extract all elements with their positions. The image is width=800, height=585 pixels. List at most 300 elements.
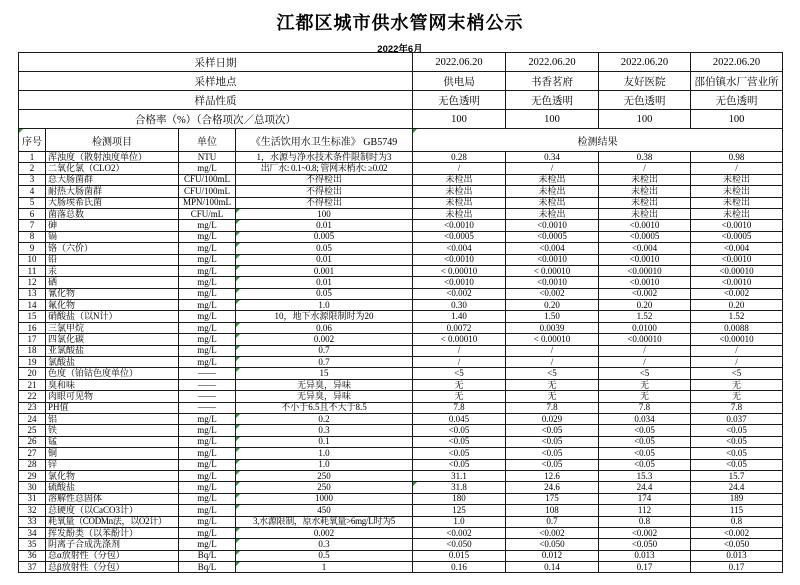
- cell-item: 汞: [46, 265, 179, 276]
- cell-result: <0.0010: [599, 220, 691, 231]
- cell-unit: ——: [179, 379, 236, 390]
- cell-result: 未检出: [691, 186, 783, 197]
- cell-item: 锰: [46, 436, 179, 447]
- cell-result: <0.0010: [413, 220, 506, 231]
- cell-result: /: [413, 163, 506, 174]
- info-value: 100: [413, 110, 506, 129]
- cell-unit: mg/L: [179, 436, 236, 447]
- cell-result: <0.05: [691, 448, 783, 459]
- cell-unit: mg/L: [179, 231, 236, 242]
- table-row: [19, 562, 783, 573]
- cell-item: 阴离子合成洗涤剂: [46, 539, 179, 550]
- cell-result: 未检出: [506, 197, 599, 208]
- cell-result: <0.05: [599, 448, 691, 459]
- cell-result: 1.50: [506, 311, 599, 322]
- cell-result: <0.00010: [691, 265, 783, 276]
- cell-result: <0.05: [506, 459, 599, 470]
- cell-standard: 不得检出: [236, 186, 413, 197]
- cell-standard: 0.005: [236, 231, 413, 242]
- cell-result: < 0.00010: [506, 265, 599, 276]
- cell-result: <0.00010: [599, 334, 691, 345]
- cell-result: <0.050: [599, 539, 691, 550]
- cell-index: 8: [19, 231, 46, 242]
- cell-result: <0.002: [599, 527, 691, 538]
- info-value: 2022.06.20: [506, 53, 599, 72]
- cell-result: <0.002: [599, 288, 691, 299]
- cell-unit: mg/L: [179, 539, 236, 550]
- cell-standard: 10，地下水源限制时为20: [236, 311, 413, 322]
- cell-result: /: [691, 163, 783, 174]
- cell-unit: mg/L: [179, 482, 236, 493]
- cell-result: 0.34: [506, 152, 599, 163]
- cell-item: 铜: [46, 448, 179, 459]
- cell-index: 17: [19, 334, 46, 345]
- cell-index: 2: [19, 163, 46, 174]
- cell-result: 0.17: [599, 562, 691, 573]
- cell-unit: mg/L: [179, 345, 236, 356]
- cell-index: 22: [19, 391, 46, 402]
- table-row: [19, 448, 783, 459]
- cell-standard: 3,水源限制，原水耗氧量>6mg/L时为5: [236, 516, 413, 527]
- table-row: [19, 357, 783, 368]
- cell-result: <0.050: [506, 539, 599, 550]
- cell-result: 0.015: [413, 550, 506, 561]
- cell-item: 氰化物: [46, 288, 179, 299]
- cell-result: <0.002: [413, 527, 506, 538]
- cell-index: 4: [19, 186, 46, 197]
- cell-item: 二氧化氯（CLO2）: [46, 163, 179, 174]
- cell-standard: 1，水源与净水技术条件限制时为3: [236, 152, 413, 163]
- cell-result: 1.0: [413, 516, 506, 527]
- cell-result: <0.05: [413, 425, 506, 436]
- info-row: [19, 72, 783, 91]
- cell-result: <0.05: [413, 448, 506, 459]
- table-row: [19, 516, 783, 527]
- info-value: 100: [691, 110, 783, 129]
- cell-result: <5: [599, 368, 691, 379]
- cell-standard: 出厂水: 0.1~0.8; 管网末梢水: ≥0.02: [236, 163, 413, 174]
- cell-standard: 1000: [236, 493, 413, 504]
- cell-result: <0.05: [599, 436, 691, 447]
- cell-standard: 0.01: [236, 254, 413, 265]
- table-row: [19, 482, 783, 493]
- cell-standard: 250: [236, 482, 413, 493]
- cell-result: <0.0005: [599, 231, 691, 242]
- cell-result: 未检出: [691, 174, 783, 185]
- cell-result: <0.0005: [691, 231, 783, 242]
- cell-unit: mg/L: [179, 288, 236, 299]
- cell-result: 31.1: [413, 470, 506, 481]
- info-value: 供电局: [413, 72, 506, 91]
- info-value: 无色透明: [506, 91, 599, 110]
- cell-item: 硒: [46, 277, 179, 288]
- table-row: [19, 311, 783, 322]
- cell-result: 175: [506, 493, 599, 504]
- cell-item: 浑浊度（散射浊度单位）: [46, 152, 179, 163]
- table-row: [19, 379, 783, 390]
- cell-result: 7.8: [599, 402, 691, 413]
- table-row: [19, 334, 783, 345]
- cell-result: <0.050: [691, 539, 783, 550]
- cell-index: 16: [19, 322, 46, 333]
- cell-item: 色度（铂钴色度单位）: [46, 368, 179, 379]
- table-row: [19, 300, 783, 311]
- cell-item: 氟化物: [46, 300, 179, 311]
- cell-result: 未检出: [413, 197, 506, 208]
- cell-result: 125: [413, 505, 506, 516]
- table-row: [19, 277, 783, 288]
- table-row: [19, 527, 783, 538]
- header-standard: 《生活饮用水卫生标准》 GB5749: [236, 129, 413, 152]
- cell-unit: mg/L: [179, 516, 236, 527]
- cell-item: 总大肠菌群: [46, 174, 179, 185]
- table-row: [19, 505, 783, 516]
- cell-standard: 15: [236, 368, 413, 379]
- cell-result: /: [413, 357, 506, 368]
- cell-standard: 0.002: [236, 334, 413, 345]
- cell-index: 7: [19, 220, 46, 231]
- cell-unit: mg/L: [179, 265, 236, 276]
- cell-result: <0.002: [506, 527, 599, 538]
- table-row: [19, 152, 783, 163]
- cell-unit: MPN/100mL: [179, 197, 236, 208]
- cell-index: 1: [19, 152, 46, 163]
- cell-result: /: [506, 345, 599, 356]
- cell-result: <0.0010: [599, 254, 691, 265]
- cell-unit: mg/L: [179, 311, 236, 322]
- cell-unit: NTU: [179, 152, 236, 163]
- info-value: 无色透明: [599, 91, 691, 110]
- cell-result: 0.8: [599, 516, 691, 527]
- cell-index: 9: [19, 243, 46, 254]
- cell-item: 总硬度（以CaCO3计）: [46, 505, 179, 516]
- cell-result: 189: [691, 493, 783, 504]
- cell-result: /: [691, 357, 783, 368]
- cell-standard: 无异臭，异味: [236, 391, 413, 402]
- cell-result: 未检出: [599, 208, 691, 219]
- cell-standard: 0.7: [236, 345, 413, 356]
- cell-standard: 0.01: [236, 277, 413, 288]
- table-row: [19, 436, 783, 447]
- cell-result: 0.0039: [506, 322, 599, 333]
- cell-result: 0.045: [413, 413, 506, 424]
- cell-result: 无: [413, 379, 506, 390]
- cell-result: 未检出: [413, 174, 506, 185]
- cell-unit: mg/L: [179, 277, 236, 288]
- cell-result: <0.002: [506, 288, 599, 299]
- cell-result: 0.029: [506, 413, 599, 424]
- cell-result: <0.0010: [506, 254, 599, 265]
- cell-item: 总α放射性（分包）: [46, 550, 179, 561]
- cell-item: 镉: [46, 231, 179, 242]
- cell-result: <0.05: [691, 436, 783, 447]
- cell-index: 34: [19, 527, 46, 538]
- info-row: [19, 110, 783, 129]
- cell-standard: 0.05: [236, 243, 413, 254]
- cell-unit: ——: [179, 391, 236, 402]
- cell-result: <5: [691, 368, 783, 379]
- table-row: [19, 413, 783, 424]
- cell-result: <0.0010: [599, 277, 691, 288]
- table-row: [19, 208, 783, 219]
- cell-unit: mg/L: [179, 470, 236, 481]
- cell-unit: mg/L: [179, 243, 236, 254]
- info-label: 采样日期: [19, 53, 413, 72]
- table-row: [19, 265, 783, 276]
- cell-index: 32: [19, 505, 46, 516]
- cell-unit: ——: [179, 368, 236, 379]
- table-row: [19, 186, 783, 197]
- cell-index: 21: [19, 379, 46, 390]
- cell-index: 10: [19, 254, 46, 265]
- table-row: [19, 550, 783, 561]
- cell-standard: 0.001: [236, 265, 413, 276]
- cell-result: < 0.00010: [413, 334, 506, 345]
- cell-index: 35: [19, 539, 46, 550]
- cell-standard: 0.5: [236, 550, 413, 561]
- cell-result: < 0.00010: [506, 334, 599, 345]
- cell-index: 18: [19, 345, 46, 356]
- cell-result: 180: [413, 493, 506, 504]
- cell-result: <0.05: [691, 425, 783, 436]
- cell-result: 174: [599, 493, 691, 504]
- cell-index: 30: [19, 482, 46, 493]
- cell-unit: mg/L: [179, 448, 236, 459]
- cell-index: 28: [19, 459, 46, 470]
- cell-item: 锌: [46, 459, 179, 470]
- cell-index: 37: [19, 562, 46, 573]
- table-row: [19, 243, 783, 254]
- cell-result: <0.05: [691, 459, 783, 470]
- cell-result: <0.0010: [413, 254, 506, 265]
- cell-standard: 无异臭，异味: [236, 379, 413, 390]
- cell-item: 耗氧量（CODMn法，以O2计）: [46, 516, 179, 527]
- cell-item: 氯酸盐: [46, 357, 179, 368]
- cell-standard: 1: [236, 562, 413, 573]
- info-value: 2022.06.20: [691, 53, 783, 72]
- cell-result: <0.002: [413, 288, 506, 299]
- cell-standard: 1.0: [236, 459, 413, 470]
- cell-index: 15: [19, 311, 46, 322]
- cell-standard: 250: [236, 470, 413, 481]
- cell-result: <0.004: [506, 243, 599, 254]
- cell-result: /: [506, 357, 599, 368]
- cell-standard: 0.002: [236, 527, 413, 538]
- cell-result: 24.4: [599, 482, 691, 493]
- cell-item: 铅: [46, 254, 179, 265]
- cell-standard: 0.05: [236, 288, 413, 299]
- cell-unit: mg/L: [179, 254, 236, 265]
- table-row: [19, 391, 783, 402]
- info-label: 采样地点: [19, 72, 413, 91]
- cell-result: 0.38: [599, 152, 691, 163]
- cell-index: 24: [19, 413, 46, 424]
- table-row: [19, 459, 783, 470]
- info-value: 100: [506, 110, 599, 129]
- cell-result: <0.004: [413, 243, 506, 254]
- table-row: [19, 425, 783, 436]
- cell-unit: CFU/mL: [179, 208, 236, 219]
- table-row: [19, 539, 783, 550]
- cell-result: 1.52: [599, 311, 691, 322]
- cell-unit: mg/L: [179, 527, 236, 538]
- cell-result: 0.20: [691, 300, 783, 311]
- header-item: 检测项目: [46, 129, 179, 152]
- cell-item: 铁: [46, 425, 179, 436]
- cell-result: 7.8: [691, 402, 783, 413]
- cell-result: 无: [506, 379, 599, 390]
- cell-result: <0.0010: [691, 220, 783, 231]
- cell-result: 115: [691, 505, 783, 516]
- cell-index: 3: [19, 174, 46, 185]
- cell-result: 0.0072: [413, 322, 506, 333]
- cell-item: 菌落总数: [46, 208, 179, 219]
- table-row: [19, 163, 783, 174]
- cell-item: 铬（六价）: [46, 243, 179, 254]
- header-row: [19, 129, 783, 152]
- cell-result: /: [506, 163, 599, 174]
- cell-result: <0.002: [691, 288, 783, 299]
- cell-result: 无: [691, 391, 783, 402]
- cell-unit: mg/L: [179, 493, 236, 504]
- info-label: 合格率（%）（合格项次／总项次）: [19, 110, 413, 129]
- cell-item: 硫酸盐: [46, 482, 179, 493]
- cell-item: 肉眼可见物: [46, 391, 179, 402]
- page-title: 江都区城市供水管网末梢公示: [276, 13, 524, 33]
- cell-index: 20: [19, 368, 46, 379]
- info-value: 无色透明: [413, 91, 506, 110]
- cell-result: 0.0088: [691, 322, 783, 333]
- cell-unit: CFU/100mL: [179, 174, 236, 185]
- table-row: [19, 402, 783, 413]
- cell-result: 15.3: [599, 470, 691, 481]
- page-subtitle: 2022年6月: [377, 44, 423, 55]
- cell-result: 0.8: [691, 516, 783, 527]
- table-row: [19, 288, 783, 299]
- cell-result: <0.004: [691, 243, 783, 254]
- cell-result: <0.05: [413, 459, 506, 470]
- cell-item: 三氯甲烷: [46, 322, 179, 333]
- cell-index: 6: [19, 208, 46, 219]
- cell-item: 总β放射性（分包）: [46, 562, 179, 573]
- cell-result: /: [599, 163, 691, 174]
- cell-result: 0.30: [413, 300, 506, 311]
- cell-result: 未检出: [506, 208, 599, 219]
- cell-result: 未检出: [413, 186, 506, 197]
- cell-unit: mg/L: [179, 505, 236, 516]
- cell-index: 33: [19, 516, 46, 527]
- cell-index: 29: [19, 470, 46, 481]
- cell-standard: 0.3: [236, 425, 413, 436]
- cell-result: <5: [506, 368, 599, 379]
- cell-result: 24.4: [691, 482, 783, 493]
- cell-result: 0.17: [691, 562, 783, 573]
- cell-item: 硝酸盐（以N计）: [46, 311, 179, 322]
- cell-result: <0.0010: [691, 277, 783, 288]
- info-value: 书香茗府: [506, 72, 599, 91]
- cell-result: 31.8: [413, 482, 506, 493]
- cell-result: 未检出: [506, 174, 599, 185]
- cell-result: 7.8: [413, 402, 506, 413]
- info-value: 无色透明: [691, 91, 783, 110]
- table-row: [19, 174, 783, 185]
- cell-result: <0.05: [599, 459, 691, 470]
- cell-result: <0.050: [413, 539, 506, 550]
- cell-result: 未检出: [599, 197, 691, 208]
- table-row: [19, 197, 783, 208]
- info-value: 2022.06.20: [413, 53, 506, 72]
- cell-unit: mg/L: [179, 163, 236, 174]
- cell-standard: 1.0: [236, 300, 413, 311]
- cell-result: /: [599, 357, 691, 368]
- cell-standard: 450: [236, 505, 413, 516]
- cell-result: 0.012: [506, 550, 599, 561]
- cell-item: 大肠埃希氏菌: [46, 197, 179, 208]
- cell-result: 1.52: [691, 311, 783, 322]
- cell-result: <0.05: [506, 436, 599, 447]
- cell-standard: 0.01: [236, 220, 413, 231]
- cell-unit: Bq/L: [179, 562, 236, 573]
- cell-result: 0.20: [506, 300, 599, 311]
- cell-result: /: [413, 345, 506, 356]
- cell-index: 27: [19, 448, 46, 459]
- cell-unit: ——: [179, 402, 236, 413]
- cell-item: 氯化物: [46, 470, 179, 481]
- cell-result: 1.40: [413, 311, 506, 322]
- header-results: 检测结果: [413, 129, 783, 152]
- cell-result: 0.28: [413, 152, 506, 163]
- header-index: 序号: [19, 129, 46, 152]
- info-value: 100: [599, 110, 691, 129]
- cell-result: <0.05: [506, 448, 599, 459]
- cell-result: <0.002: [691, 527, 783, 538]
- cell-result: 0.037: [691, 413, 783, 424]
- cell-result: <0.0010: [506, 220, 599, 231]
- cell-index: 25: [19, 425, 46, 436]
- cell-unit: Bq/L: [179, 550, 236, 561]
- cell-unit: mg/L: [179, 322, 236, 333]
- cell-index: 11: [19, 265, 46, 276]
- cell-index: 31: [19, 493, 46, 504]
- cell-result: 112: [599, 505, 691, 516]
- cell-result: <0.00010: [691, 334, 783, 345]
- cell-unit: mg/L: [179, 413, 236, 424]
- table-row: [19, 231, 783, 242]
- info-label: 样品性质: [19, 91, 413, 110]
- cell-result: 0.14: [506, 562, 599, 573]
- cell-result: 24.6: [506, 482, 599, 493]
- cell-index: 19: [19, 357, 46, 368]
- cell-index: 5: [19, 197, 46, 208]
- cell-result: <0.0005: [506, 231, 599, 242]
- cell-index: 23: [19, 402, 46, 413]
- cell-result: 未检出: [506, 186, 599, 197]
- cell-item: 四氯化碳: [46, 334, 179, 345]
- cell-result: 无: [413, 391, 506, 402]
- cell-item: PH值: [46, 402, 179, 413]
- cell-standard: 不得检出: [236, 174, 413, 185]
- cell-index: 12: [19, 277, 46, 288]
- cell-unit: mg/L: [179, 220, 236, 231]
- cell-result: <5: [413, 368, 506, 379]
- cell-result: 无: [506, 391, 599, 402]
- cell-standard: 不小于6.5且不大于8.5: [236, 402, 413, 413]
- cell-result: 0.20: [599, 300, 691, 311]
- cell-result: 108: [506, 505, 599, 516]
- cell-item: 铝: [46, 413, 179, 424]
- cell-unit: mg/L: [179, 425, 236, 436]
- cell-standard: 0.2: [236, 413, 413, 424]
